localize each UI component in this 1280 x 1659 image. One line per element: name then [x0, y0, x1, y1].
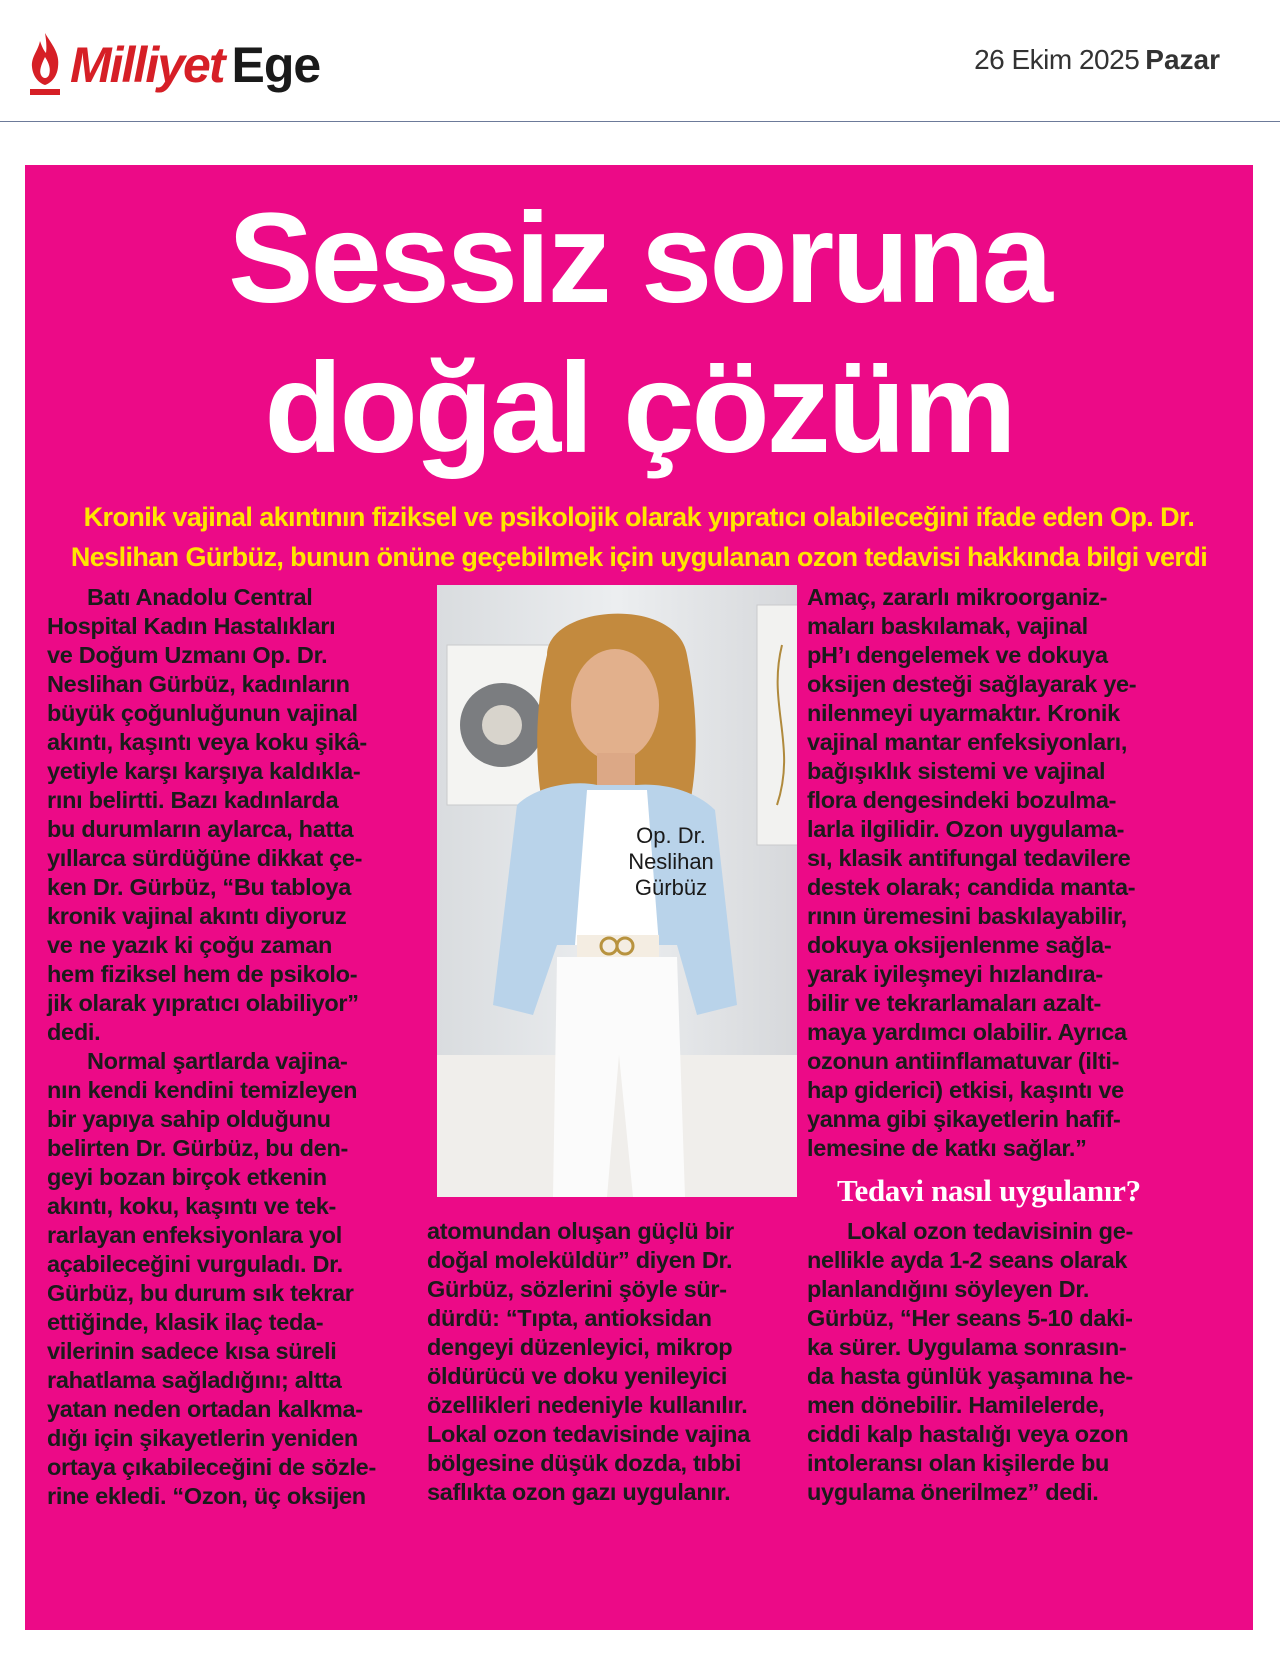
article-text-line: men dönebilir. Hamilelerde,	[807, 1392, 1105, 1418]
article-text-line: destek olarak; candida manta-	[807, 874, 1136, 900]
article-text-line: hem fiziksel hem de psikolo-	[47, 961, 358, 987]
article-text-line: bir yapıya sahip olduğunu	[47, 1106, 331, 1132]
article-text-line: Hospital Kadın Hastalıkları	[47, 613, 336, 639]
article-text-line: bilir ve tekrarlamaları azalt-	[807, 990, 1102, 1016]
article-text-line: Normal şartlarda vajina-	[87, 1048, 348, 1074]
article-text-line: ka sürer. Uygulama sonrasın-	[807, 1334, 1127, 1360]
article-text-line: rarlayan enfeksiyonlara yol	[47, 1222, 342, 1248]
article-text-line: planlandığını söyleyen Dr.	[807, 1276, 1090, 1302]
flame-icon	[24, 31, 66, 99]
article-text-line: Gürbüz, bu durum sık tekrar	[47, 1280, 354, 1306]
article-text-line: larla ilgilidir. Ozon uygulama-	[807, 816, 1125, 842]
article-text-line: nellikle ayda 1-2 seans olarak	[807, 1247, 1128, 1273]
article-text-line: ciddi kalp hastalığı veya ozon	[807, 1421, 1129, 1447]
article-text-line: sı, klasik antifungal tedavilere	[807, 845, 1131, 871]
article-text-line: rını belirtti. Bazı kadınlarda	[47, 787, 339, 813]
article-text-line: maya yardımcı olabilir. Ayrıca	[807, 1019, 1127, 1045]
article-text-line: dedi.	[47, 1019, 101, 1045]
article-text-line: saflıkta ozon gazı uygulanır.	[427, 1479, 731, 1505]
article-text-line: ortaya çıkabileceğini de sözle-	[47, 1454, 376, 1480]
article-text-line: belirten Dr. Gürbüz, bu den-	[47, 1135, 349, 1161]
photo-caption	[611, 823, 731, 901]
headline-line-2: doğal çözüm	[264, 337, 1014, 480]
deck-line-1: Kronik vajinal akıntının fiziksel ve psikolojik olarak yıpratıcı olabileceğini ifade eden Op. Dr.	[83, 502, 1195, 532]
article-text-line: nilenmeyi uyarmaktır. Kronik	[807, 700, 1120, 726]
article-text-line: doğal moleküldür” diyen Dr.	[427, 1247, 733, 1273]
article-text-line: akıntı, koku, kaşıntı ve tek-	[47, 1193, 337, 1219]
article-panel	[25, 165, 1253, 1630]
article-text-line: hap giderici) etkisi, kaşıntı ve	[807, 1077, 1124, 1103]
caption-line: Neslihan	[628, 849, 714, 874]
article-text-line: akıntı, kaşıntı veya koku şikâ-	[47, 729, 367, 755]
article-text-line: maları baskılamak, vajinal	[807, 613, 1088, 639]
article-text-line: Batı Anadolu Central	[87, 584, 313, 610]
article-text-line: açabileceğini vurguladı. Dr.	[47, 1251, 343, 1277]
article-text-line: Gürbüz, sözlerini şöyle sür-	[427, 1276, 727, 1302]
article-text-line: Neslihan Gürbüz, kadınların	[47, 671, 350, 697]
article-text-line: jik olarak yıpratıcı olabiliyor”	[47, 990, 359, 1016]
article-column-2	[427, 1217, 750, 1507]
article-text-line: da hasta günlük yaşamına he-	[807, 1363, 1133, 1389]
article-text-line: lemesine de katkı sağlar.”	[807, 1135, 1087, 1161]
article-text-line: yanma gibi şikayetlerin hafif-	[807, 1106, 1121, 1132]
issue-day: Pazar	[1145, 44, 1220, 75]
caption-line: Gürbüz	[634, 875, 708, 900]
article-text-line: rının üremesini baskılayabilir,	[807, 903, 1127, 929]
issue-date: 26 Ekim 2025	[974, 44, 1140, 75]
logo-text-ege: Ege	[231, 37, 321, 93]
masthead-divider	[0, 121, 1280, 122]
section-subhead: Tedavi nasıl uygulanır?	[837, 1173, 1141, 1208]
article-text-line: ve ne yazık ki çoğu zaman	[47, 932, 333, 958]
article-text-line: dürdü: “Tıpta, antioksidan	[427, 1305, 712, 1331]
article-text-line: bölgesine düşük dozda, tıbbi	[427, 1450, 742, 1476]
article-text-line: büyük çoğunluğunun vajinal	[47, 700, 358, 726]
article-text-line: rahatlama sağladığını; altta	[47, 1367, 342, 1393]
article-text-line: vilerinin sadece kısa süreli	[47, 1338, 337, 1364]
article-text-line: Amaç, zararlı mikroorganiz-	[807, 584, 1108, 610]
article-column-3-continued	[807, 1217, 1133, 1507]
article-text-line: nın kendi kendini temizleyen	[47, 1077, 358, 1103]
article-text-line: öldürücü ve doku yenileyici	[427, 1363, 728, 1389]
article-text-line: yatan neden ortadan kalkma-	[47, 1396, 363, 1422]
article-text-line: pH’ı dengelemek ve dokuya	[807, 642, 1108, 668]
headline-line-1: Sessiz soruna	[228, 187, 1050, 330]
article-text-line: yetiyle karşı karşıya kaldıkla-	[47, 758, 361, 784]
article-text-line: kronik vajinal akıntı diyoruz	[47, 903, 347, 929]
article-text-line: bağışıklık sistemi ve vajinal	[807, 758, 1106, 784]
article-text-line: yarak iyileşmeyi hızlandıra-	[807, 961, 1103, 987]
article-text-line: ve Doğum Uzmanı Op. Dr.	[47, 642, 328, 668]
article-text-line: atomundan oluşan güçlü bir	[427, 1218, 734, 1244]
article-text-line: ozonun antiinflamatuvar (ilti-	[807, 1048, 1120, 1074]
milliyet-ege-logo[interactable]	[24, 30, 320, 100]
logo-text-milliyet: Milliyet	[70, 37, 224, 93]
article-text-line: uygulama önerilmez” dedi.	[807, 1479, 1099, 1505]
article-text-line: oksijen desteği sağlayarak ye-	[807, 671, 1137, 697]
article-text-line: yıllarca sürdüğüne dikkat çe-	[47, 845, 363, 871]
article-text-line: geyi bozan birçok etkenin	[47, 1164, 327, 1190]
article-text-line: dokuya oksijenlenme sağla-	[807, 932, 1112, 958]
article-text-line: Lokal ozon tedavisinin ge-	[847, 1218, 1133, 1244]
article-text-line: Lokal ozon tedavisinde vajina	[427, 1421, 750, 1447]
article-text-line: intoleransı olan kişilerde bu	[807, 1450, 1110, 1476]
article-column-1	[47, 583, 376, 1511]
article-text-line: Gürbüz, “Her seans 5-10 daki-	[807, 1305, 1133, 1331]
article-text-line: flora dengesindeki bozulma-	[807, 787, 1117, 813]
article-text-line: ettiğinde, klasik ilaç teda-	[47, 1309, 324, 1335]
article-text-line: bu durumların aylarca, hatta	[47, 816, 354, 842]
article-text-line: dığı için şikayetlerin yeniden	[47, 1425, 358, 1451]
article-text-line: dengeyi düzenleyici, mikrop	[427, 1334, 733, 1360]
deck-line-2: Neslihan Gürbüz, bunun önüne geçebilmek için uygulanan ozon tedavisi hakkında bilgi verdi	[70, 542, 1208, 572]
dateline	[974, 44, 1220, 76]
caption-line: Op. Dr.	[636, 823, 706, 848]
article-text-line: özellikleri nedeniyle kullanılır.	[427, 1392, 748, 1418]
article-text-line: ken Dr. Gürbüz, “Bu tabloya	[47, 874, 351, 900]
article-text-line: vajinal mantar enfeksiyonları,	[807, 729, 1128, 755]
article-text-line: rine ekledi. “Ozon, üç oksijen	[47, 1483, 366, 1509]
article-column-3	[807, 583, 1136, 1163]
masthead	[0, 0, 1280, 124]
